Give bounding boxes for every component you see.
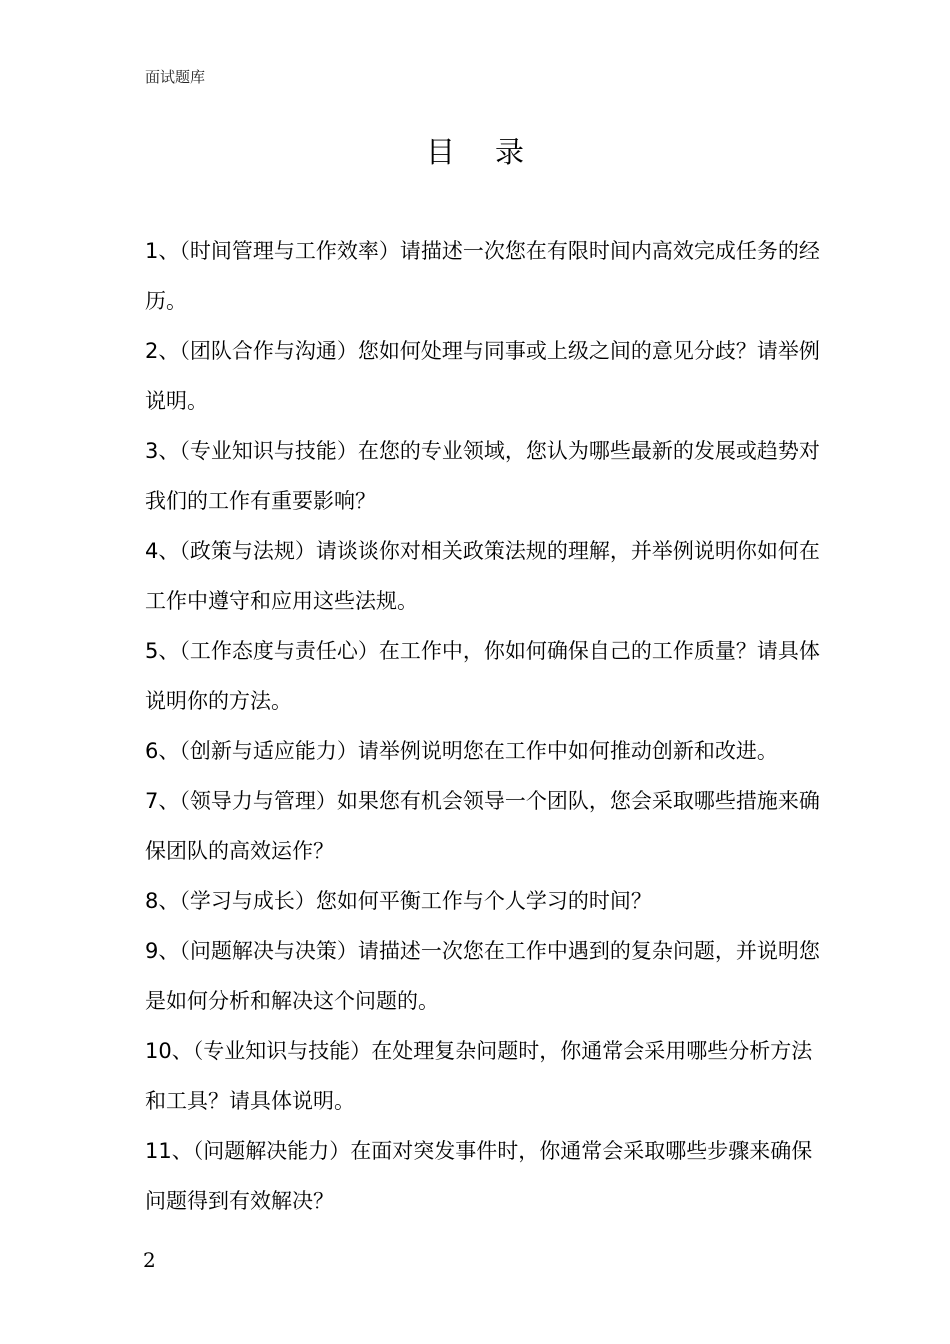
toc-item-2[interactable]: 2、（团队合作与沟通）您如何处理与同事或上级之间的意见分歧？请举例说明。 xyxy=(145,339,820,413)
toc-item-7[interactable]: 7、（领导力与管理）如果您有机会领导一个团队，您会采取哪些措施来确保团队的高效运作？ xyxy=(145,789,820,863)
toc-item-9[interactable]: 9、（问题解决与决策）请描述一次您在工作中遇到的复杂问题，并说明您是如何分析和解决这个问题的。 xyxy=(145,939,820,1013)
toc-item-10[interactable]: 10、（专业知识与技能）在处理复杂问题时，你通常会采用哪些分析方法和工具？请具体说明。 xyxy=(145,1039,813,1113)
toc-title: 目录 xyxy=(425,135,564,169)
toc-item-8[interactable]: 8、（学习与成长）您如何平衡工作与个人学习的时间？ xyxy=(145,889,652,913)
toc-item-4[interactable]: 4、（政策与法规）请谈谈你对相关政策法规的理解，并举例说明你如何在工作中遵守和应用这些法规。 xyxy=(145,539,820,613)
page-header: 面试题库 xyxy=(145,68,206,86)
toc-list xyxy=(145,226,825,1226)
page-number: 2 xyxy=(143,1248,156,1272)
toc-item-1[interactable]: 1、（时间管理与工作效率）请描述一次您在有限时间内高效完成任务的经历。 xyxy=(145,239,820,313)
toc-item-11[interactable]: 11、（问题解决能力）在面对突发事件时，你通常会采取哪些步骤来确保问题得到有效解决？ xyxy=(145,1139,813,1213)
toc-item-3[interactable]: 3、（专业知识与技能）在您的专业领域，您认为哪些最新的发展或趋势对我们的工作有重要影响？ xyxy=(145,439,820,513)
toc-item-5[interactable]: 5、（工作态度与责任心）在工作中，你如何确保自己的工作质量？请具体说明你的方法。 xyxy=(145,639,820,713)
toc-item-6[interactable]: 6、（创新与适应能力）请举例说明您在工作中如何推动创新和改进。 xyxy=(145,739,778,763)
